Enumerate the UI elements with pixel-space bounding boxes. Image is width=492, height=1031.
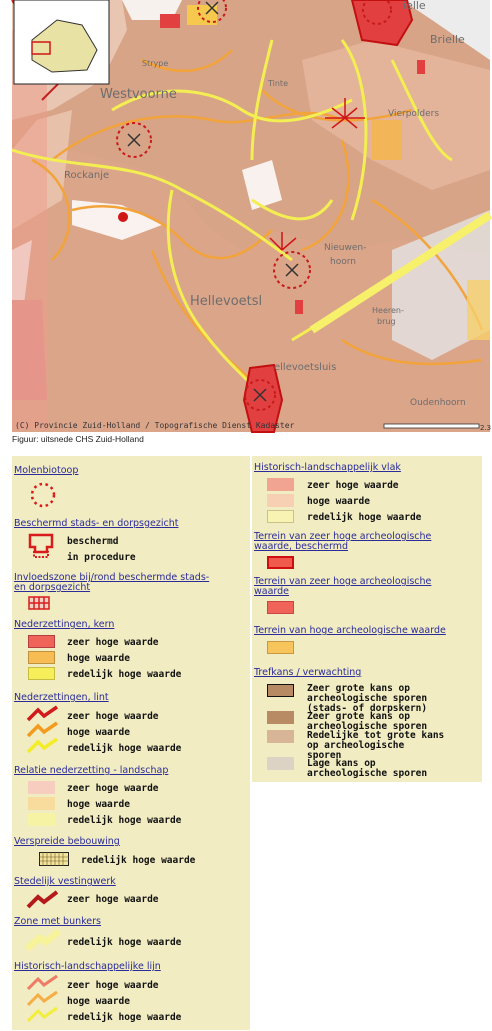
swatch-vlak-hoog — [267, 494, 294, 507]
figure-caption: Figuur: uitsnede CHS Zuid-Holland — [12, 434, 144, 444]
place-name: Oudenhoorn — [410, 398, 466, 408]
legend-title-relatie[interactable]: Relatie nederzetting - landschap — [14, 765, 169, 776]
archaeological-site — [118, 212, 128, 222]
place-name: Nieuwen- — [324, 243, 367, 253]
lijn-redelijk-icon — [26, 1007, 60, 1023]
influence-zone-icon — [28, 596, 50, 610]
swatch-trefkans-zeer-groot — [267, 711, 294, 724]
legend-title-verspreid[interactable]: Verspreide bebouwing — [14, 836, 120, 847]
swatch-relatie-redelijk — [28, 813, 55, 826]
legend-label: hoge waarde — [67, 653, 130, 664]
swatch-kern-zeer-hoog — [28, 635, 55, 648]
lint-redelijk-icon — [26, 738, 60, 754]
legend-label: (stads- of dorpskern) — [307, 703, 428, 714]
legend-label: redelijk hoge waarde — [81, 855, 196, 866]
legend-label: hoge waarde — [67, 996, 130, 1007]
place-name: hoorn — [330, 257, 356, 267]
archaeological-site — [160, 14, 180, 28]
legend-left — [12, 456, 250, 1030]
legend-title-bunkers[interactable]: Zone met bunkers — [14, 916, 101, 927]
overview-inset — [14, 0, 109, 84]
swatch-vlak-zeer-hoog — [267, 478, 294, 491]
place-name: brug — [377, 317, 396, 326]
copyright-text: (C) Provincie Zuid-Holland / Topografische Dienst Kadaster — [15, 421, 295, 430]
archaeological-site — [417, 60, 425, 74]
coastal-zone — [12, 300, 47, 400]
settlement-core — [467, 280, 490, 340]
swatch-trefkans-redelijk — [267, 730, 294, 743]
legend-title-trefkans[interactable]: Trefkans / verwachting — [254, 667, 362, 678]
place-name: ielle — [403, 0, 426, 12]
place-name: Rockanje — [64, 170, 110, 181]
legend-label: hoge waarde — [67, 727, 130, 738]
legend-label: zeer hoge waarde — [67, 980, 159, 991]
legend-title-vlak[interactable]: Historisch-landschappelijk vlak — [254, 462, 401, 473]
place-name: Brielle — [430, 33, 465, 46]
place-name: Heeren- — [372, 306, 404, 315]
legend-title-kern[interactable]: Nederzettingen, kern — [14, 619, 115, 630]
swatch-verspreid — [39, 852, 69, 866]
legend-label: beschermd — [67, 536, 119, 547]
swatch-vlak-redelijk — [267, 510, 294, 523]
place-name: Vierpolders — [388, 109, 440, 119]
legend-title-zeerhoog[interactable]: Terrein van zeer hoge archeologische — [254, 576, 432, 587]
legend-label: archeologische sporen — [307, 721, 428, 732]
place-name: Tinte — [268, 79, 288, 88]
swatch-kern-redelijk — [28, 667, 55, 680]
legend-title-hoog[interactable]: Terrein van hoge archeologische waarde — [254, 625, 446, 636]
legend-title-vesting[interactable]: Stedelijk vestingwerk — [14, 876, 116, 887]
swatch-hoog — [267, 641, 294, 654]
settlement-core — [372, 120, 402, 160]
swatch-zeerhoog — [267, 601, 294, 614]
map-view[interactable] — [12, 0, 490, 432]
lint-zeer-hoog-icon — [26, 706, 60, 722]
place-name: Hellevoetsl — [190, 294, 263, 309]
legend-title-invloedszone-2[interactable]: en dorpsgezicht — [14, 582, 91, 593]
legend-label: in procedure — [67, 552, 136, 563]
swatch-kern-hoog — [28, 651, 55, 664]
legend-label: Zeer grote kans op — [307, 683, 410, 694]
legend-label: redelijk hoge waarde — [67, 669, 182, 680]
legend-title-beschermd[interactable]: Beschermd stads- en dorpsgezicht — [14, 518, 179, 529]
legend-label: zeer hoge waarde — [67, 783, 159, 794]
svg-text:2.3: 2.3 — [480, 424, 492, 432]
legend-title-zeerhoog-beschermd[interactable]: Terrein van zeer hoge archeologische — [254, 531, 432, 542]
archaeological-site — [295, 300, 303, 314]
legend-label: archeologische sporen — [307, 693, 428, 704]
lint-hoog-icon — [26, 722, 60, 738]
bunker-icon — [26, 930, 60, 950]
legend-label: zeer hoge waarde — [67, 637, 159, 648]
swatch-relatie-hoog — [28, 797, 55, 810]
legend-label: zeer hoge waarde — [67, 711, 159, 722]
legend-label: redelijk hoge waarde — [67, 815, 182, 826]
legend-label: op archeologische — [307, 740, 405, 751]
legend-title-zeerhoog-2[interactable]: waarde — [254, 586, 290, 597]
legend-label: hoge waarde — [307, 496, 370, 507]
place-name: ellevoetsluis — [274, 362, 337, 373]
place-name: Strype — [142, 59, 169, 68]
legend-label: zeer hoge waarde — [307, 480, 399, 491]
legend-label: sporen — [307, 750, 342, 761]
legend-title-lijn[interactable]: Historisch-landschappelijke lijn — [14, 961, 161, 972]
legend-title-molenbiotoop[interactable]: Molenbiotoop — [14, 465, 79, 476]
molenbiotoop-icon — [28, 481, 58, 509]
map-canvas — [12, 0, 490, 432]
legend-right — [252, 456, 482, 782]
lijn-hoog-icon — [26, 991, 60, 1007]
vesting-icon — [26, 891, 60, 909]
legend-label: Lage kans op — [307, 758, 376, 769]
legend-label: redelijk hoge waarde — [67, 743, 182, 754]
legend-label: zeer hoge waarde — [67, 894, 159, 905]
place-name: Westvoorne — [100, 87, 177, 102]
legend-label: Zeer grote kans op — [307, 711, 410, 722]
swatch-trefkans-kern — [267, 684, 294, 697]
swatch-relatie-zeer-hoog — [28, 781, 55, 794]
legend-title-invloedszone[interactable]: Invloedszone bij/rond beschermde stads- — [14, 572, 210, 583]
legend-label: archeologische sporen — [307, 768, 428, 779]
legend-title-zeerhoog-beschermd-2[interactable]: waarde, beschermd — [254, 541, 349, 552]
in-procedure-icon — [29, 549, 53, 559]
legend-label: redelijk hoge waarde — [67, 1012, 182, 1023]
swatch-trefkans-laag — [267, 757, 294, 770]
legend-title-lint[interactable]: Nederzettingen, lint — [14, 692, 109, 703]
legend-label: Redelijke tot grote kans — [307, 730, 445, 741]
lijn-zeer-hoog-icon — [26, 975, 60, 991]
swatch-zeerhoog-beschermd — [267, 556, 294, 569]
legend-label: hoge waarde — [67, 799, 130, 810]
legend-label: redelijk hoge waarde — [307, 512, 422, 523]
legend-label: redelijk hoge waarde — [67, 937, 182, 948]
